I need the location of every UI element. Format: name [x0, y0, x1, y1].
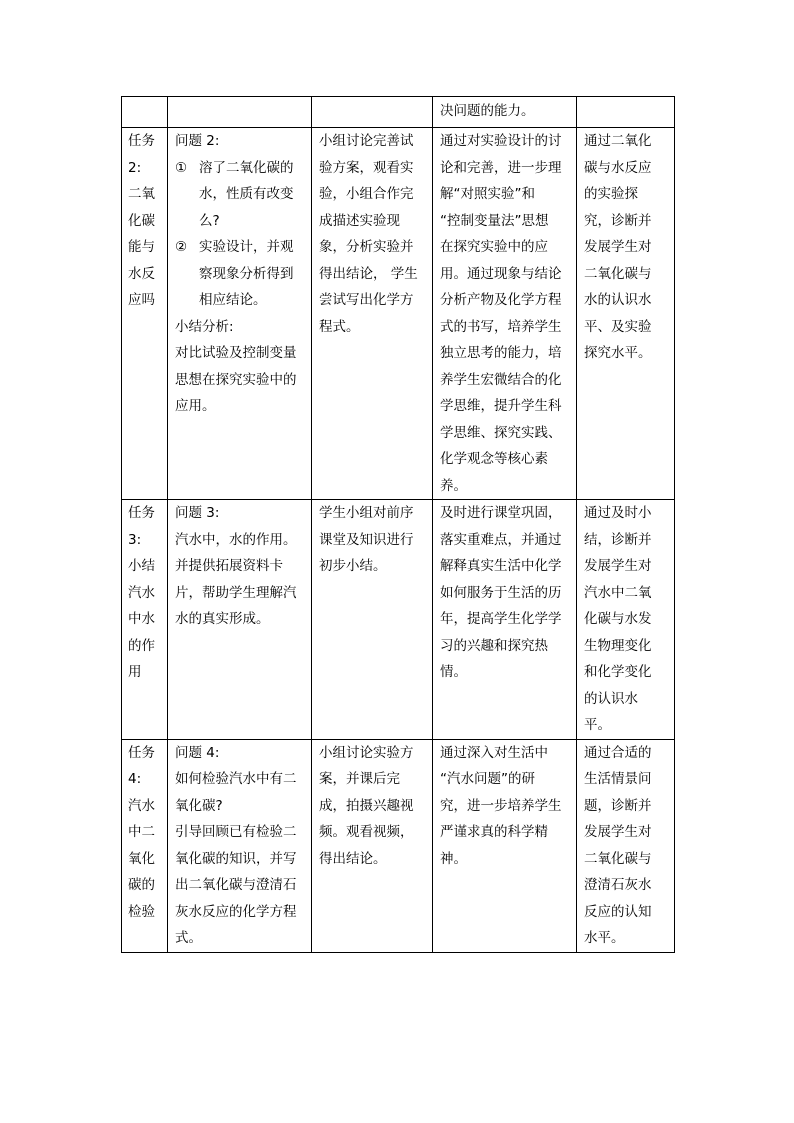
question-title: 问题 3:	[175, 505, 220, 521]
cell-teacher-empty	[168, 97, 312, 128]
eval-text-line: 水平。	[584, 930, 625, 946]
goal-text-line: 化学观念等核心素	[440, 451, 548, 467]
eval-text-line: 的认识水	[584, 690, 638, 707]
eval-text-line: 碳与水反应	[584, 159, 652, 176]
goal-text-line: 究，进一步培养学生	[440, 797, 562, 814]
question-title: 问题 2:	[175, 133, 220, 149]
goal-text-line: 在探究实验中的应	[440, 239, 548, 255]
task-label-line: 任务	[128, 133, 155, 149]
goal-text-line: 学思维，提升学生科	[440, 398, 562, 414]
table-row	[122, 128, 675, 500]
student-text-line: 学生小组对前序	[319, 505, 414, 521]
eval-text-line: 结，诊断并	[584, 531, 652, 548]
goal-text-line: 学思维、探究实践、	[440, 424, 562, 441]
eval-text-line: 和化学变化	[584, 664, 652, 680]
cell-teacher-activity	[168, 739, 312, 952]
item-text-line: 实验设计，并观	[199, 239, 294, 255]
eval-text-line: 汽水中二氧	[584, 584, 652, 601]
teacher-text-line: 出二氧化碳与澄清石	[175, 877, 297, 893]
student-text-line: 尝试写出化学方	[319, 292, 414, 308]
goal-text-line: 年，提高学生化学学	[440, 611, 562, 627]
eval-text-line: 平。	[584, 717, 611, 733]
eval-text-line: 澄清石灰水	[584, 877, 652, 893]
goal-text-line: 神。	[440, 850, 467, 867]
cell-design-intent	[433, 500, 577, 740]
task-label-line: 应吗	[128, 292, 155, 308]
goal-text-line: 论和完善，进一步理	[440, 159, 562, 176]
cell-evaluation	[577, 739, 675, 952]
goal-text-line: 解释真实生活中化学	[440, 558, 562, 574]
table-body	[122, 97, 675, 953]
student-text-line: 象，分析实验并	[319, 239, 414, 255]
teacher-text-line: 氧化碳的知识，并写	[175, 850, 297, 867]
student-text-line: 验方案，观看实	[319, 159, 414, 176]
teacher-text-line: 式。	[175, 930, 202, 946]
goal-text-line: 分析产物及化学方程	[440, 292, 562, 308]
task-label-line: 化碳	[128, 212, 155, 229]
task-label-line: 能与	[128, 239, 155, 255]
table-row	[122, 739, 675, 952]
teacher-text-line: 思想在探究实验中的	[175, 371, 297, 388]
student-text-line: 得出结论， 学生	[319, 265, 418, 282]
task-label-line: 氧化	[128, 850, 155, 867]
task-label-line: 水反	[128, 265, 155, 282]
student-text-line: 验，小组合作完	[319, 186, 414, 202]
numbered-item	[175, 234, 305, 314]
item-text-line: 溶了二氧化碳的	[199, 159, 294, 176]
student-text-line: 成描述实验现	[319, 212, 400, 229]
lesson-plan-table	[121, 96, 675, 953]
item-text-line: 水，性质有改变	[199, 186, 294, 202]
item-number: ①	[175, 159, 188, 176]
cell-eval-empty	[577, 97, 675, 128]
student-text-line: 频。观看视频，	[319, 824, 414, 840]
cell-task	[122, 739, 168, 952]
cell-teacher-activity	[168, 128, 312, 500]
student-text-line: 案，并课后完	[319, 771, 400, 787]
task-label-line: 汽水	[128, 797, 155, 814]
task-label-line: 中水	[128, 611, 155, 627]
item-body	[199, 234, 305, 314]
goal-text-line: 独立思考的能力，培	[440, 345, 562, 361]
eval-text-line: 通过及时小	[584, 505, 652, 521]
task-label-line: 碳的	[128, 877, 155, 893]
cell-task-empty	[122, 97, 168, 128]
task-label-line: 任务	[128, 744, 155, 761]
cell-student-activity	[312, 739, 433, 952]
goal-text-line: 解“对照实验”和	[440, 186, 535, 202]
cell-design-intent	[433, 128, 577, 500]
eval-text-line: 发展学生对	[584, 558, 652, 574]
goal-text-line: 养。	[440, 477, 467, 494]
student-text-line: 程式。	[319, 318, 360, 335]
student-text-line: 小组讨论完善试	[319, 133, 414, 149]
goal-text-line: 决问题的能力。	[440, 103, 535, 119]
student-text-line: 小组讨论实验方	[319, 744, 414, 761]
eval-text-line: 化碳与水发	[584, 611, 652, 627]
cell-goal	[433, 97, 577, 128]
eval-text-line: 通过二氧化	[584, 133, 652, 149]
goal-text-line: 养学生宏微结合的化	[440, 371, 562, 388]
student-text-line: 课堂及知识进行	[319, 531, 414, 548]
eval-text-line: 题，诊断并	[584, 797, 652, 814]
cell-student-activity	[312, 128, 433, 500]
numbered-item	[175, 155, 305, 235]
goal-text-line: “汽水问题”的研	[440, 771, 535, 787]
teacher-text-line: 并提供拓展资料卡	[175, 558, 283, 574]
teacher-text-line: 水的真实形成。	[175, 611, 270, 627]
teacher-text-line: 灰水反应的化学方程	[175, 903, 297, 920]
task-label-line: 小结	[128, 558, 155, 574]
cell-teacher-activity	[168, 500, 312, 740]
goal-text-line: 如何服务于生活的历	[440, 584, 562, 601]
eval-text-line: 反应的认知	[584, 903, 652, 920]
task-label-line: 二氧	[128, 186, 155, 202]
cell-task	[122, 128, 168, 500]
eval-text-line: 究，诊断并	[584, 212, 652, 229]
goal-text-line: 严谨求真的科学精	[440, 824, 548, 840]
goal-text-line: 通过对实验设计的讨	[440, 133, 562, 149]
eval-text-line: 平、及实验	[584, 318, 652, 335]
eval-text-line: 生物理变化	[584, 637, 652, 654]
task-label-line: 3:	[128, 531, 142, 548]
table-row	[122, 500, 675, 740]
teacher-text-line: 汽水中，水的作用。	[175, 531, 297, 548]
teacher-text-line: 引导回顾已有检验二	[175, 824, 297, 840]
goal-text-line: 落实重难点，并通过	[440, 531, 562, 548]
goal-text-line: 及时进行课堂巩固，	[440, 505, 562, 521]
teacher-text-line: 对比试验及控制变量	[175, 345, 297, 361]
eval-text-line: 水的认识水	[584, 292, 652, 308]
cell-evaluation	[577, 500, 675, 740]
student-text-line: 得出结论。	[319, 850, 387, 867]
eval-text-line: 通过合适的	[584, 744, 652, 761]
cell-evaluation	[577, 128, 675, 500]
item-text-line: 察现象分析得到	[199, 265, 294, 282]
task-label-line: 检验	[128, 903, 155, 920]
teacher-text-line: 应用。	[175, 398, 216, 414]
task-label-line: 的作	[128, 637, 155, 654]
item-text-line: 相应结论。	[199, 292, 267, 308]
teacher-text-line: 氧化碳?	[175, 797, 223, 814]
goal-text-line: 式的书写，培养学生	[440, 318, 562, 335]
eval-text-line: 探究水平。	[584, 345, 652, 361]
goal-text-line: 情。	[440, 664, 467, 680]
goal-text-line: “控制变量法”思想	[440, 212, 549, 229]
item-number: ②	[175, 239, 188, 255]
eval-text-line: 发展学生对	[584, 239, 652, 255]
goal-text-line: 通过深入对生活中	[440, 744, 548, 761]
cell-task	[122, 500, 168, 740]
eval-text-line: 的实验探	[584, 186, 638, 202]
task-label-line: 任务	[128, 505, 155, 521]
question-title: 问题 4:	[175, 744, 220, 761]
cell-design-intent	[433, 739, 577, 952]
eval-text-line: 发展学生对	[584, 824, 652, 840]
eval-text-line: 二氧化碳与	[584, 265, 652, 282]
eval-text-line: 二氧化碳与	[584, 850, 652, 867]
goal-text-line: 用。通过现象与结论	[440, 265, 562, 282]
teacher-text-line: 片，帮助学生理解汽	[175, 584, 297, 601]
teacher-text-line: 小结分析:	[175, 318, 234, 335]
task-label-line: 2:	[128, 159, 142, 176]
cell-student-empty	[312, 97, 433, 128]
goal-text-line: 习的兴趣和探究热	[440, 637, 548, 654]
task-label-line: 4:	[128, 771, 142, 787]
item-body	[199, 155, 305, 235]
student-text-line: 初步小结。	[319, 558, 387, 574]
table-row-continuation	[122, 97, 675, 128]
cell-student-activity	[312, 500, 433, 740]
task-label-line: 用	[128, 664, 142, 680]
task-label-line: 中二	[128, 824, 155, 840]
item-text-line: 么?	[199, 212, 220, 229]
task-label-line: 汽水	[128, 584, 155, 601]
teacher-text-line: 如何检验汽水中有二	[175, 771, 297, 787]
student-text-line: 成，拍摄兴趣视	[319, 797, 414, 814]
eval-text-line: 生活情景问	[584, 771, 652, 787]
